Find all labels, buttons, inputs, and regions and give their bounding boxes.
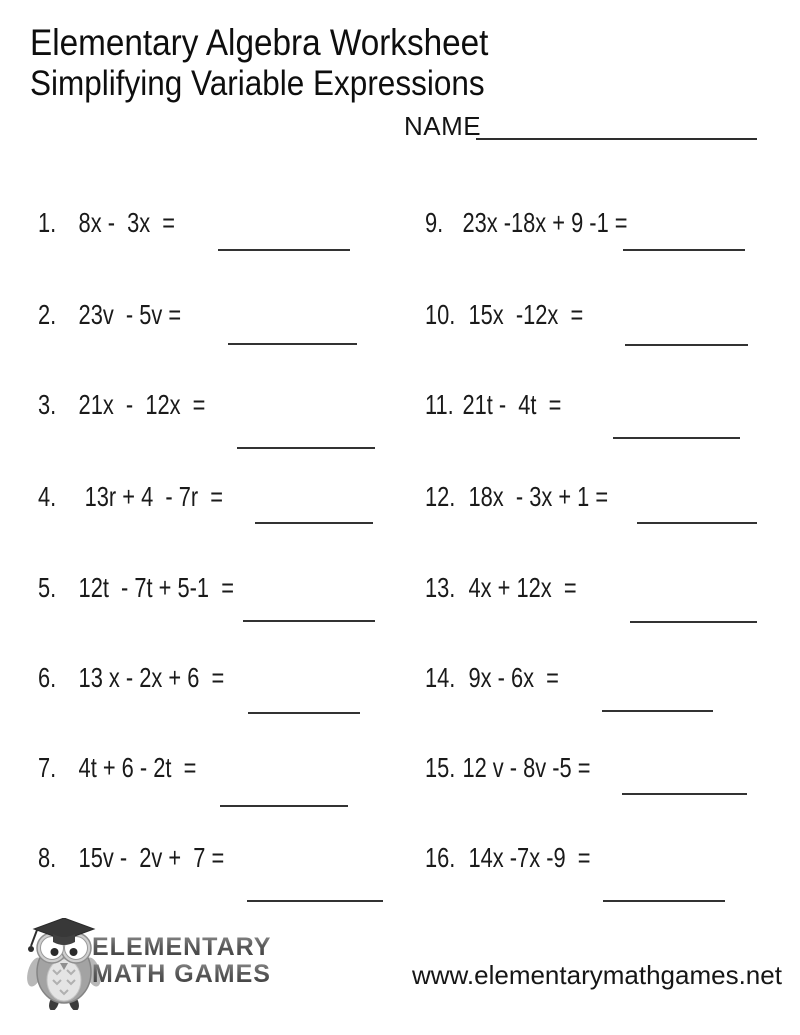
problem-expression: 21x - 12x = bbox=[78, 389, 206, 420]
answer-blank-line[interactable] bbox=[603, 900, 725, 902]
problem-text bbox=[425, 573, 706, 603]
worksheet-header bbox=[30, 22, 488, 104]
problem-text bbox=[425, 663, 706, 693]
problem-text bbox=[38, 753, 319, 783]
problem-number: 4. bbox=[38, 481, 57, 512]
problem-expression: 21t - 4t = bbox=[462, 389, 562, 420]
problem-text bbox=[38, 482, 319, 512]
problem-number: 12. bbox=[425, 481, 456, 512]
problem-text bbox=[425, 208, 706, 238]
problem-expression: 4x + 12x = bbox=[462, 572, 577, 603]
problem-number: 2. bbox=[38, 299, 57, 330]
problem-text bbox=[38, 573, 319, 603]
problem-8 bbox=[38, 843, 398, 923]
problem-expression: 12 v - 8v -5 = bbox=[462, 752, 591, 783]
answer-blank-line[interactable] bbox=[220, 805, 348, 807]
problem-expression: 12t - 7t + 5-1 = bbox=[78, 572, 234, 603]
problem-7 bbox=[38, 753, 398, 833]
problem-text bbox=[38, 208, 319, 238]
answer-blank-line[interactable] bbox=[255, 522, 373, 524]
problem-5 bbox=[38, 573, 398, 653]
problem-number: 7. bbox=[38, 752, 57, 783]
problem-expression: 15v - 2v + 7 = bbox=[78, 842, 225, 873]
problem-expression: 15x -12x = bbox=[462, 299, 584, 330]
answer-blank-line[interactable] bbox=[243, 620, 375, 622]
elementary-math-games-logo bbox=[92, 934, 271, 988]
logo-text-line1: ELEMENTARY bbox=[92, 933, 272, 961]
problem-9 bbox=[425, 208, 785, 288]
problem-expression: 8x - 3x = bbox=[78, 207, 176, 238]
owl-graduate-icon bbox=[26, 918, 102, 1010]
page-title: Elementary Algebra Worksheet bbox=[30, 22, 489, 63]
problem-1 bbox=[38, 208, 398, 288]
problem-10 bbox=[425, 300, 785, 380]
problem-text bbox=[425, 843, 706, 873]
name-label: NAME bbox=[404, 111, 482, 141]
problem-expression: 14x -7x -9 = bbox=[462, 842, 591, 873]
problem-text bbox=[425, 753, 706, 783]
problem-text bbox=[38, 663, 319, 693]
problem-number: 14. bbox=[425, 662, 456, 693]
problem-11 bbox=[425, 390, 785, 470]
answer-blank-line[interactable] bbox=[237, 447, 375, 449]
problem-text bbox=[38, 843, 319, 873]
answer-blank-line[interactable] bbox=[218, 249, 350, 251]
problem-number: 6. bbox=[38, 662, 57, 693]
problem-number: 5. bbox=[38, 572, 57, 603]
problem-number: 8. bbox=[38, 842, 57, 873]
problem-expression: 23v - 5v = bbox=[78, 299, 182, 330]
problem-number: 1. bbox=[38, 207, 57, 238]
problem-16 bbox=[425, 843, 785, 923]
answer-blank-line[interactable] bbox=[637, 522, 757, 524]
problem-number: 11. bbox=[425, 389, 454, 420]
problem-text bbox=[38, 300, 319, 330]
problem-number: 9. bbox=[425, 207, 444, 238]
problem-number: 13. bbox=[425, 572, 456, 603]
problem-2 bbox=[38, 300, 398, 380]
problem-3 bbox=[38, 390, 398, 470]
answer-blank-line[interactable] bbox=[625, 344, 748, 346]
name-blank-line[interactable] bbox=[476, 138, 757, 140]
problem-6 bbox=[38, 663, 398, 743]
problem-expression: 18x - 3x + 1 = bbox=[462, 481, 609, 512]
problem-4 bbox=[38, 482, 398, 562]
answer-blank-line[interactable] bbox=[602, 710, 713, 712]
problem-number: 10. bbox=[425, 299, 456, 330]
problem-text bbox=[38, 390, 319, 420]
problem-number: 15. bbox=[425, 752, 456, 783]
problem-14 bbox=[425, 663, 785, 743]
answer-blank-line[interactable] bbox=[248, 712, 360, 714]
problem-text bbox=[425, 482, 706, 512]
problem-expression: 23x -18x + 9 -1 = bbox=[462, 207, 628, 238]
problem-13 bbox=[425, 573, 785, 653]
problem-15 bbox=[425, 753, 785, 833]
problem-number: 16. bbox=[425, 842, 456, 873]
problem-text bbox=[425, 300, 706, 330]
answer-blank-line[interactable] bbox=[247, 900, 383, 902]
problem-expression: 4t + 6 - 2t = bbox=[78, 752, 197, 783]
problem-expression: 13r + 4 - 7r = bbox=[78, 481, 224, 512]
answer-blank-line[interactable] bbox=[228, 343, 357, 345]
problem-number: 3. bbox=[38, 389, 57, 420]
problem-expression: 9x - 6x = bbox=[462, 662, 559, 693]
logo-text-line2: MATH GAMES bbox=[92, 960, 271, 988]
answer-blank-line[interactable] bbox=[622, 793, 747, 795]
answer-blank-line[interactable] bbox=[623, 249, 745, 251]
problem-12 bbox=[425, 482, 785, 562]
answer-blank-line[interactable] bbox=[630, 621, 757, 623]
problem-expression: 13 x - 2x + 6 = bbox=[78, 662, 225, 693]
website-url: www.elementarymathgames.net bbox=[412, 960, 782, 990]
problem-text bbox=[425, 390, 706, 420]
page-subtitle: Simplifying Variable Expressions bbox=[30, 64, 485, 103]
answer-blank-line[interactable] bbox=[613, 437, 740, 439]
